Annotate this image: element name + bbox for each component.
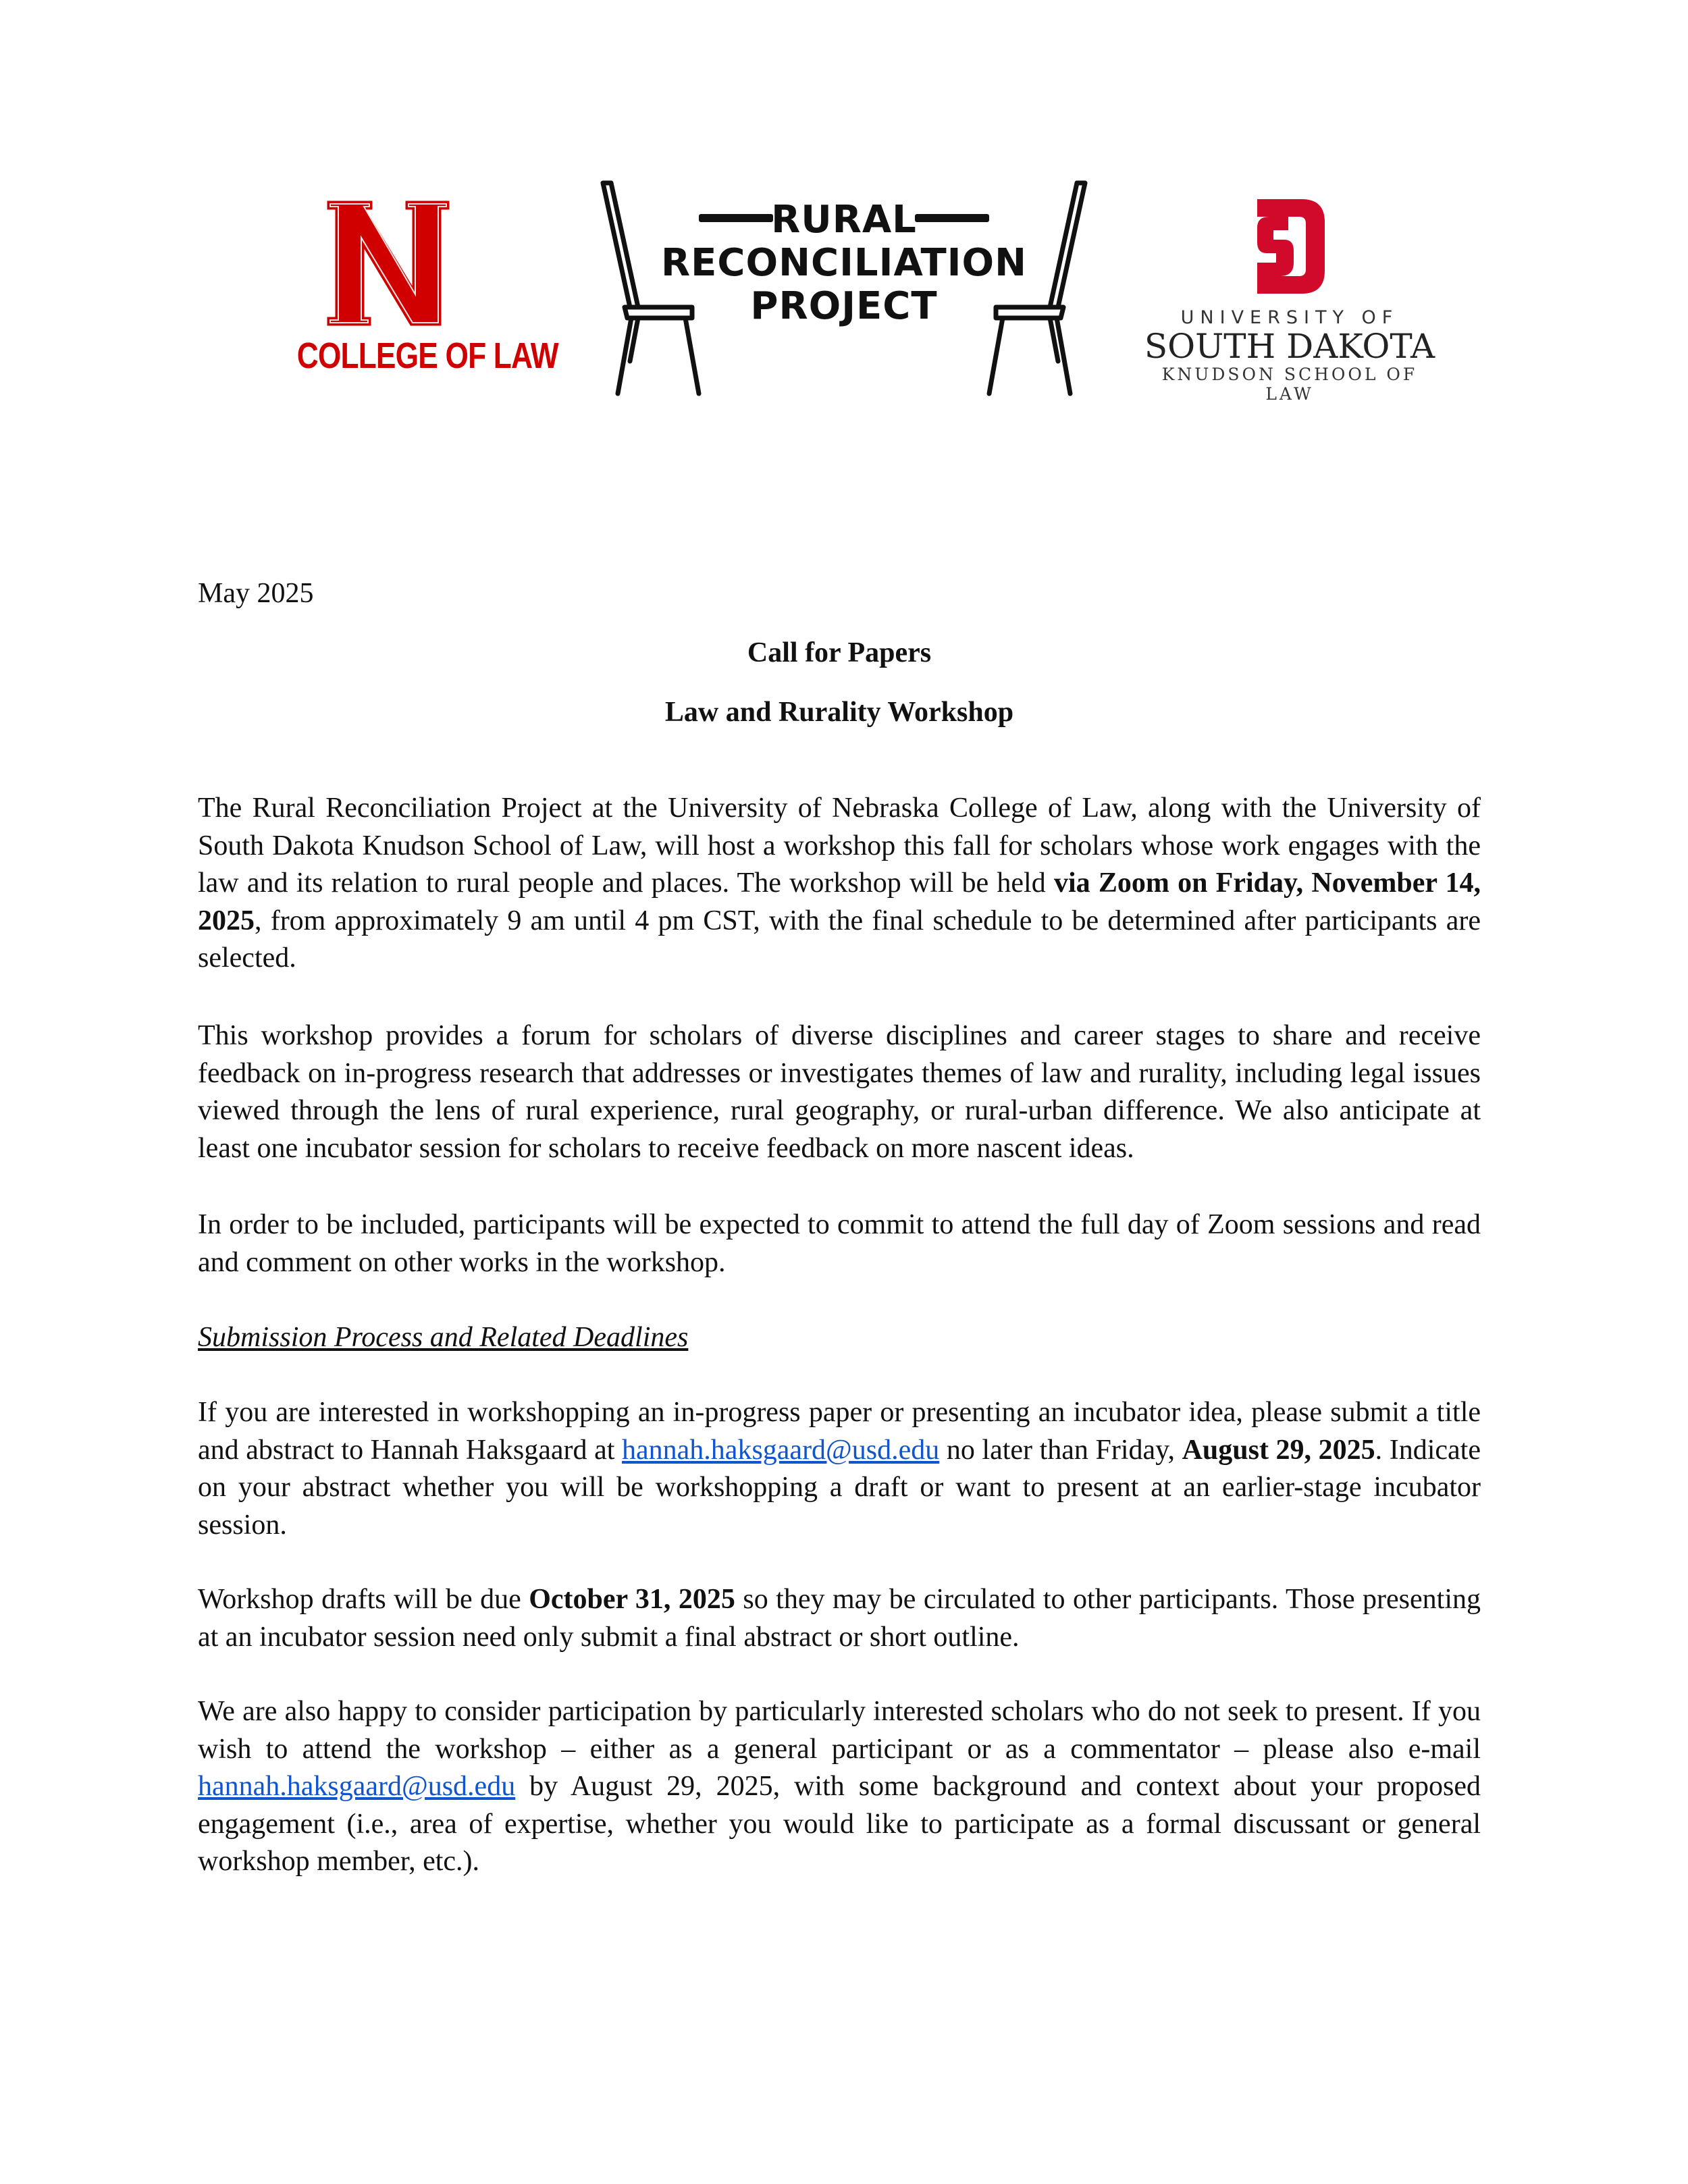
rural-reconciliation-project-logo — [598, 179, 1090, 402]
paragraph-participation — [198, 1693, 1481, 1881]
unl-caption: COLLEGE OF LAW — [296, 336, 558, 376]
p1-text-a: The Rural Reconciliation Project at the University of Nebraska College of Law, along with the University of South Dakota Knudson School of Law, will host a workshop this fall for scholars whose work engages with the law and its relation to rural people and places. The workshop will be held — [198, 793, 1481, 899]
p4-text-b: no later than Friday, — [939, 1434, 1182, 1466]
usd-line-3: KNUDSON SCHOOL OF LAW — [1161, 365, 1418, 404]
unl-college-of-law-logo — [277, 196, 558, 392]
p5-bold-deadline: October 31, 2025 — [529, 1584, 735, 1615]
paragraph-intro — [198, 790, 1481, 978]
rrp-line-3: PROJECT — [750, 284, 938, 328]
rrp-line-2: RECONCILIATION — [661, 241, 1027, 285]
p5-text-b: so they may be circulated to other participants. Those presenting at an incubator session need only submit a final abstract or short outline. — [198, 1584, 1481, 1653]
usd-line-2: SOUTH DAKOTA — [1144, 327, 1435, 366]
sd-monogram-icon — [1249, 192, 1330, 300]
p5-text-a: Workshop drafts will be due — [198, 1584, 529, 1615]
email-link-2[interactable]: hannah.haksgaard@usd.edu — [198, 1771, 516, 1802]
p6-text-a: We are also happy to consider participation by particularly interested scholars who do not seek to present. If you wish to attend the workshop – either as a general participant or as a commentator – please also e-mail — [198, 1696, 1481, 1765]
letter-date: May 2025 — [198, 578, 314, 609]
paragraph-drafts — [198, 1581, 1481, 1656]
email-link[interactable]: hannah.haksgaard@usd.edu — [622, 1434, 940, 1466]
p4-bold-deadline: August 29, 2025 — [1182, 1434, 1375, 1466]
paragraph-submission — [198, 1394, 1481, 1544]
paragraph-forum: This workshop provides a forum for scholars of diverse disciplines and career stages to share and receive feedback on in-progress research that addresses or investigates themes of law and rurality, including legal issues viewed through the lens of rural experience, rural geography, or rural-urban difference. We also anticipate at least one incubator session for scholars to receive feedback on more nascent ideas. — [198, 1020, 1481, 1164]
rrp-line-1: RURAL — [771, 198, 917, 242]
section-heading — [198, 1319, 1481, 1357]
section-heading-text: Submission Process and Related Deadlines — [198, 1322, 689, 1353]
p4-text-c: . Indicate on your abstract whether you will be workshopping a draft or want to present at an earlier-stage incubator session. — [198, 1434, 1481, 1541]
usd-line-1: UNIVERSITY OF — [1180, 307, 1399, 328]
usd-knudson-logo — [1134, 192, 1445, 404]
p1-text-b: , from approximately 9 am until 4 pm CST, with the final schedule to be determined after participants are selected. — [198, 905, 1481, 974]
p1-bold-date: via Zoom on Friday, November 14, 2025 — [198, 868, 1481, 936]
letter-title: Call for Papers — [747, 637, 932, 668]
p6-text-b: by August 29, 2025, with some background and context about your proposed engagement (i.e., area of expertise, whether you would like to participate as a formal discussant or general workshop member, etc.). — [198, 1771, 1481, 1877]
letter-subtitle: Law and Rurality Workshop — [664, 697, 1014, 728]
paragraph-commitment: In order to be included, participants will be expected to commit to attend the full day of Zoom sessions and read and comment on other works in the workshop. — [198, 1209, 1481, 1278]
p4-text-a: If you are interested in workshopping an in-progress paper or presenting an incubator idea, please submit a title and abstract to Hannah Haksgaard at — [198, 1397, 1481, 1466]
nebraska-n-icon — [321, 196, 456, 331]
